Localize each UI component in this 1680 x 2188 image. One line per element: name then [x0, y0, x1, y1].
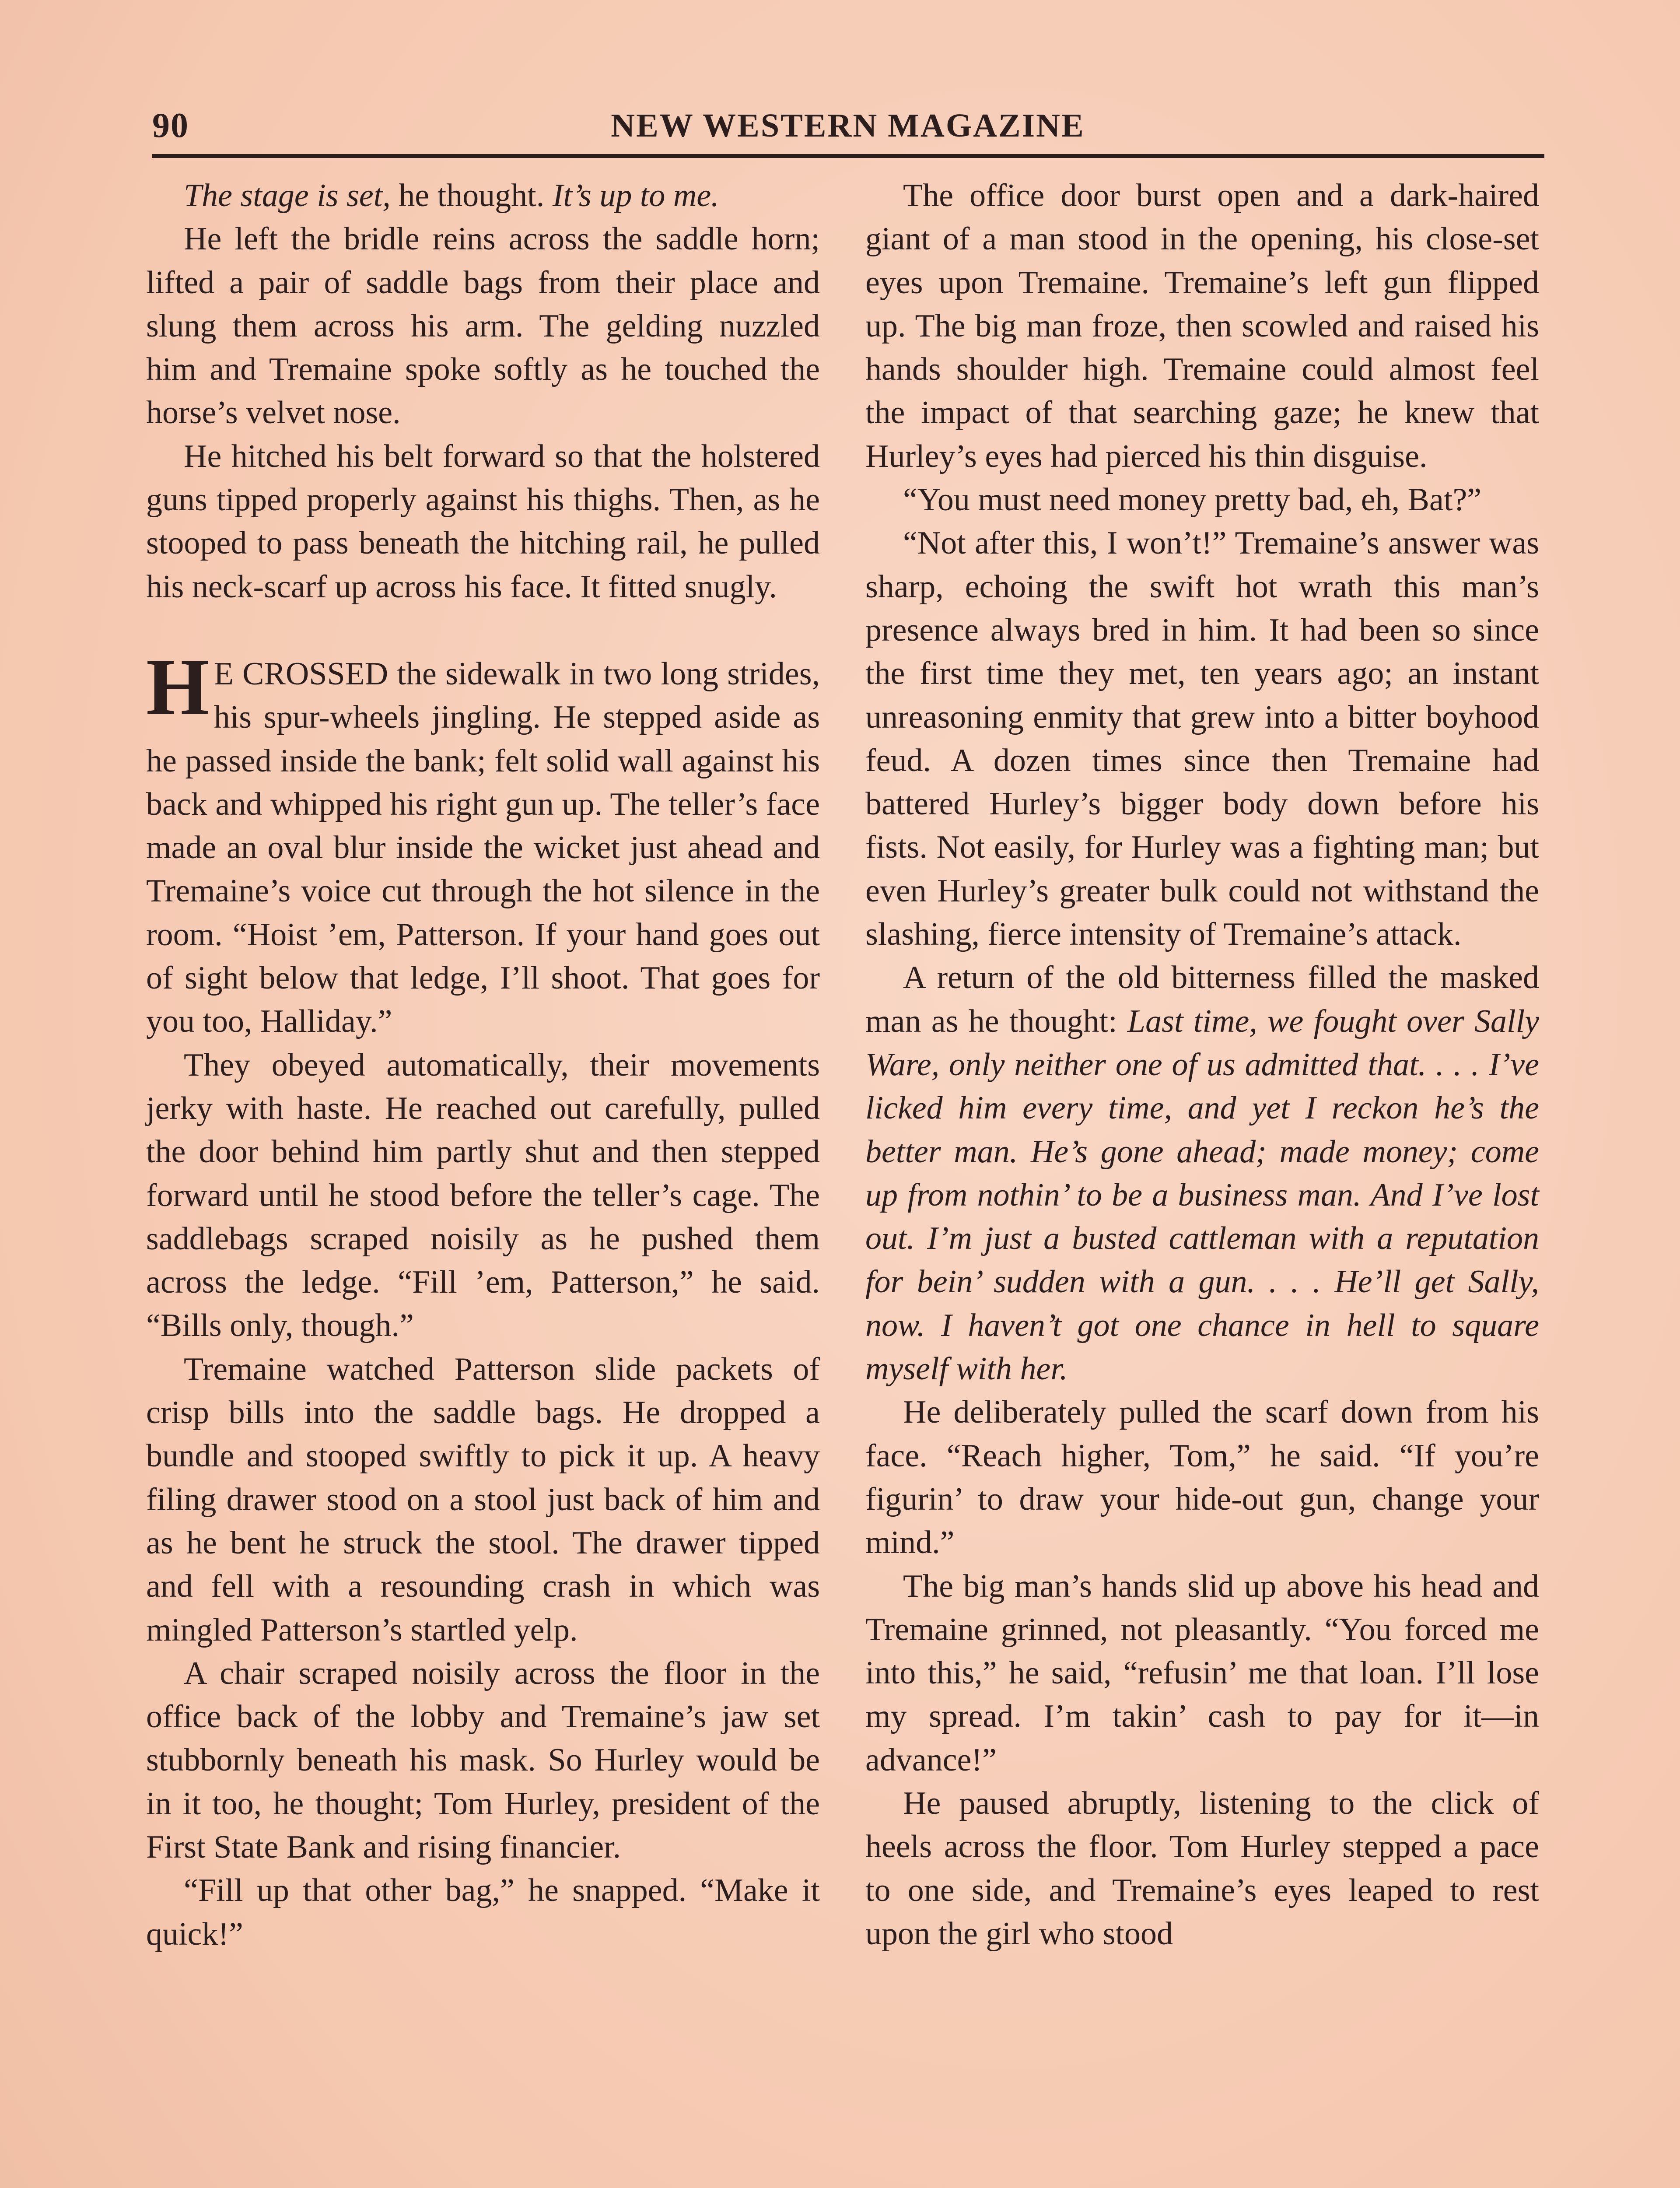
paragraph [865, 956, 1539, 1391]
paragraph: A chair scraped noisily across the floor in the office back of the lobby and Tremaine’s jaw set stubbornly beneath his mask. So Hurley would be in it too, he thought; Tom Hurley, president of the First State Bank and rising financier. [146, 1655, 820, 1865]
paragraph: “Fill up that other bag,” he snapped. “Make it quick!” [146, 1872, 820, 1952]
paragraph: He hitched his belt forward so that the holstered guns tipped properly against his thighs. Then, as he stooped to pass beneath the hitching rail, he pulled his neck-scarf up across his face. It fitted snugly. [146, 438, 820, 605]
text: he thought. [390, 178, 553, 214]
drop-cap: H [146, 642, 210, 732]
text: A return of the old bitterness filled the masked man as he thought: [865, 960, 1539, 1039]
lead-in-caps: E CROSSED [214, 656, 388, 692]
left-column [146, 174, 820, 1956]
section-start-paragraph [146, 642, 820, 1044]
paragraph: “You must need money pretty bad, eh, Bat?” [903, 482, 1482, 518]
paragraph [146, 174, 820, 217]
paragraph: He deliberately pulled the scarf down from his face. “Reach higher, Tom,” he said. “If you’re figurin’ to draw your hide-out gun, change your mind.” [865, 1394, 1539, 1561]
paragraph: The office door burst open and a dark-haired giant of a man stood in the opening, his close-set eyes upon Tremaine. Tremaine’s left gun flipped up. The big man froze, then scowled and raised his hands shoulder high. Tremaine could almost feel the impact of that searching gaze; he knew that Hurley’s eyes had pierced his thin disguise. [865, 178, 1539, 474]
paragraph: The big man’s hands slid up above his head and Tremaine grinned, not pleasantly. “You forced me into this,” he said, “refusin’ me that loan. I’ll lose my spread. I’m takin’ cash to pay for it—in advance!” [865, 1568, 1539, 1778]
page-header [152, 101, 1544, 149]
paragraph: “Not after this, I won’t!” Tremaine’s answer was sharp, echoing the swift hot wrath this man’s presence always bred in him. It had been so since the first time they met, ten years ago; an instant unreasoning enmity that grew into a bitter boyhood feud. A dozen times since then Tremaine had battered Hurley’s bigger body down before his fists. Not easily, for Hurley was a fighting man; but even Hurley’s greater bulk could not withstand the slashing, fierce intensity of Tremaine’s attack. [865, 525, 1539, 953]
italic-text: Last time, we fought over Sally Ware, only neither one of us admitted that. . . . I’ve licked him every time, and yet I reckon he’s the better man. He’s gone ahead; made money; come up from nothin’ to be a business man. And I’ve lost out. I’m just a busted cattleman with a reputation for bein’ sudden with a gun. . . . He’ll get Sally, now. I haven’t got one chance in hell to square myself with her. [865, 1003, 1539, 1387]
paragraph: He paused abruptly, listening to the click of heels across the floor. Tom Hurley stepped a pace to one side, and Tremaine’s eyes leaped to rest upon the girl who stood [865, 1785, 1539, 1952]
header-rule [152, 154, 1544, 158]
paragraph: He left the bridle reins across the saddle horn; lifted a pair of saddle bags from their place and slung them across his arm. The gelding nuzzled him and Tremaine spoke softly as he touched the horse’s velvet nose. [146, 221, 820, 431]
magazine-title: NEW WESTERN MAGAZINE [611, 107, 1085, 144]
text: the sidewalk in two long strides, his spur-wheels jingling. He stepped aside as he passed inside the bank; felt solid wall against his back and whipped his right gun up. The teller’s face made an oval blur inside the wicket just ahead and Tremaine’s voice cut through the hot silence in the room. “Hoist ’em, Patterson. If your hand goes out of sight below that ledge, I’ll shoot. That goes for you too, Halliday.” [146, 656, 820, 1040]
italic-text: It’s up to me. [552, 178, 719, 214]
paragraph: They obeyed automatically, their movements jerky with haste. He reached out carefully, pulled the door behind him partly shut and then stepped forward until he stood before the teller’s cage. The saddlebags scraped noisily as he pushed them across the ledge. “Fill ’em, Patterson,” he said. “Bills only, though.” [146, 1047, 820, 1344]
right-column [865, 174, 1539, 1956]
paragraph: Tremaine watched Patterson slide packets of crisp bills into the saddle bags. He dropped a bundle and stooped swiftly to pick it up. A heavy filing drawer stood on a stool just back of him and as he bent he struck the stool. The drawer tipped and fell with a resounding crash in which was mingled Patterson’s startled yelp. [146, 1351, 820, 1648]
italic-text: The stage is set, [184, 178, 391, 214]
page-number: 90 [152, 106, 189, 145]
